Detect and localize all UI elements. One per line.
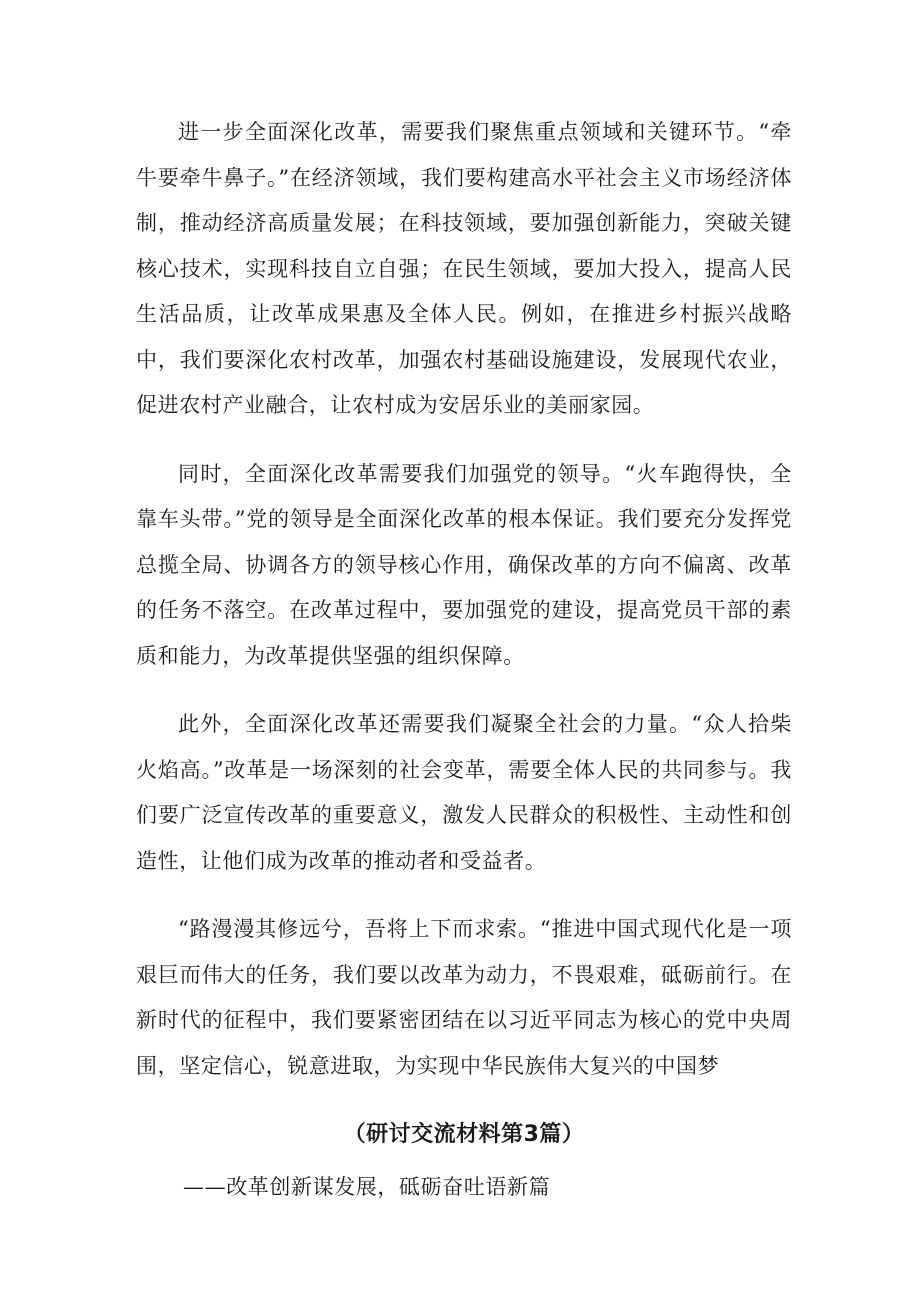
body-paragraph: 进一步全面深化改革，需要我们聚焦重点领域和关键环节。“牵牛要牵牛鼻子。”在经济领域，我们要构建高水平社会主义市场经济体制，推动经济高质量发展；在科技领域，要加强创新能力，突破关键核心技术，实现科技自立自强；在民生领域，要加大投入，提高人民生活品质，让改革成果惠及全体人民。例如，在推进乡村振兴战略中，我们要深化农村改革，加强农村基础设施建设，发展现代农业，促进农村产业融合，让农村成为安居乐业的美丽家园。: [136, 120, 792, 417]
paragraph-gap: [136, 429, 792, 452]
section-title: （研讨交流材料第3篇）: [343, 1122, 585, 1147]
document-page: [136, 110, 792, 1209]
paragraph-gap: [136, 884, 792, 907]
paragraph-gap: [136, 679, 792, 702]
body-paragraph: “路漫漫其修远兮，吾将上下而求索。“推进中国式现代化是一项艰巨而伟大的任务，我们要以改革为动力，不畏艰难，砥砺前行。在新时代的征程中，我们要紧密团结在以习近平同志为核心的党中央周围，坚定信心，锐意进取，为实现中华民族伟大复兴的中国梦: [136, 917, 792, 1078]
section-gap: [136, 1089, 792, 1113]
title-gap: [136, 1157, 792, 1165]
body-paragraph: 此外，全面深化改革还需要我们凝聚全社会的力量。“众人拾柴火焰高。”改革是一场深刻的社会变革，需要全体人民的共同参与。我们要广泛宣传改革的重要意义，激发人民群众的积极性、主动性和创造性，让他们成为改革的推动者和受益者。: [136, 712, 792, 873]
section-subtitle: ——改革创新谋发展，砥砺奋吐语新篇: [183, 1175, 551, 1199]
body-paragraph: 同时，全面深化改革需要我们加强党的领导。“火车跑得快，全靠车头带。”党的领导是全面深化改革的根本保证。我们要充分发挥党总揽全局、协调各方的领导核心作用，确保改革的方向不偏离、改革的任务不落空。在改革过程中，要加强党的建设，提高党员干部的素质和能力，为改革提供坚强的组织保障。: [136, 461, 792, 668]
